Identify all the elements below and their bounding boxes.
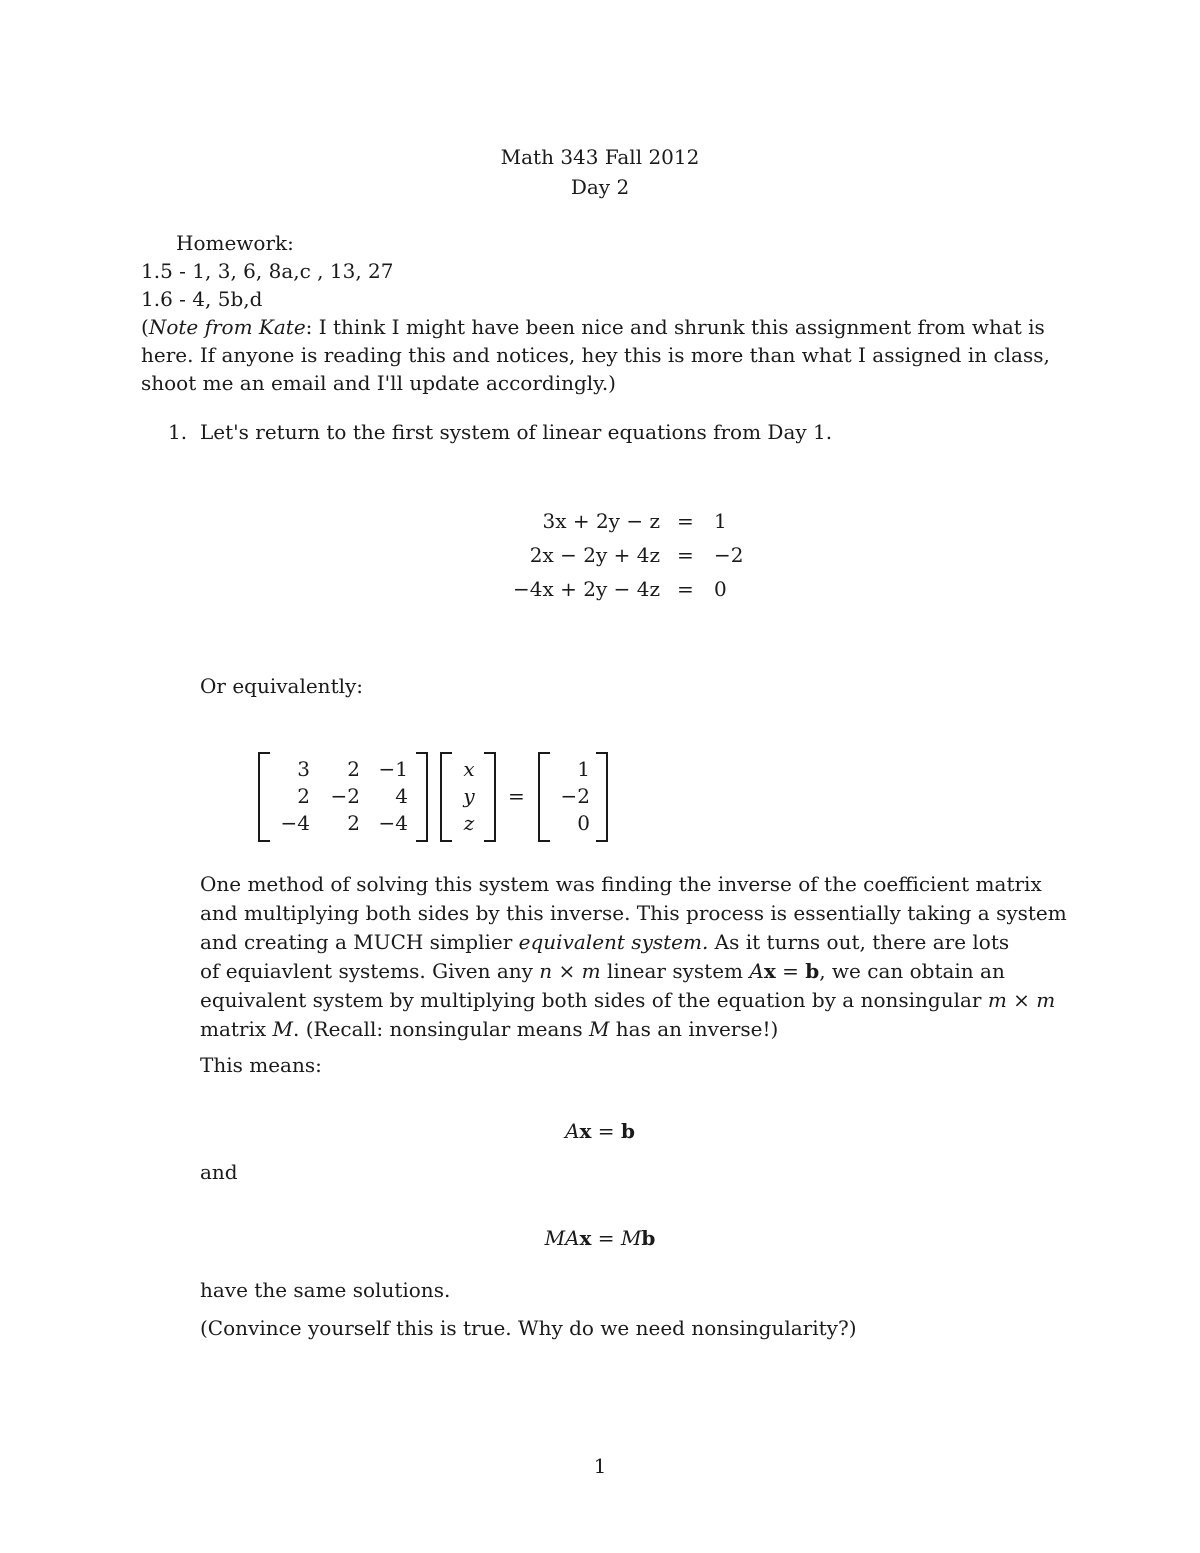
homework-line-2: 1.6 - 4, 5b,d: [141, 287, 263, 311]
equation-ax-b: Ax = b: [565, 1119, 635, 1143]
or-equivalently: Or equivalently:: [200, 674, 364, 698]
and-word: and: [200, 1160, 238, 1184]
problem-number: 1.: [168, 420, 188, 444]
matrix-equation: [258, 752, 618, 842]
right-bracket: [484, 752, 496, 842]
paragraph-line-4: of equiavlent systems. Given any n × m linear system Ax = b, we can obtain an: [200, 959, 1005, 983]
note-line-2: here. If anyone is reading this and notices, hey this is more than what I assigned in class,: [141, 343, 1050, 367]
day-title: Day 2: [570, 175, 630, 199]
problem-intro: Let's return to the first system of linear equations from Day 1.: [200, 420, 833, 444]
paragraph-line-2: and multiplying both sides by this inverse. This process is essentially taking a system: [200, 901, 1067, 925]
this-means: This means:: [200, 1053, 322, 1077]
equation-max-mb: MAx = Mb: [544, 1226, 656, 1250]
page-number: 1: [593, 1454, 607, 1478]
paragraph-line-3: and creating a MUCH simplier equivalent system. As it turns out, there are lots: [200, 930, 1010, 954]
equation-row: −4x + 2y − 4z: [513, 577, 660, 601]
equation-row: 3x + 2y − z: [542, 509, 660, 533]
note-line-1: (Note from Kate: I think I might have been nice and shrunk this assignment from what is: [141, 315, 1045, 339]
paragraph-line-6: matrix M. (Recall: nonsingular means M has an inverse!): [200, 1017, 779, 1041]
convince-note: (Convince yourself this is true. Why do we need nonsingularity?): [200, 1316, 857, 1340]
variable-vector: x y z: [440, 752, 496, 842]
coefficient-matrix: 3 2 −1 2 −2 4 −4 2 −4: [258, 752, 428, 842]
paragraph-line-1: One method of solving this system was finding the inverse of the coefficient matrix: [200, 872, 1042, 896]
constant-vector: 1 −2 0: [538, 752, 608, 842]
left-bracket: [258, 752, 270, 842]
left-bracket: [538, 752, 550, 842]
course-title: Math 343 Fall 2012: [500, 145, 700, 169]
matrix-equals: =: [508, 784, 525, 808]
same-solutions: have the same solutions.: [200, 1278, 451, 1302]
note-line-3: shoot me an email and I'll update accordingly.): [141, 371, 616, 395]
homework-label: Homework:: [176, 231, 294, 255]
paragraph-line-5: equivalent system by multiplying both sides of the equation by a nonsingular m × m: [200, 988, 1056, 1012]
homework-line-1: 1.5 - 1, 3, 6, 8a,c , 13, 27: [141, 259, 394, 283]
equation-row: 2x − 2y + 4z: [529, 543, 660, 567]
right-bracket: [416, 752, 428, 842]
left-bracket: [440, 752, 452, 842]
right-bracket: [596, 752, 608, 842]
equivalent-system-term: equivalent system.: [518, 930, 709, 954]
page: Math 343 Fall 2012 Day 2 Homework: 1.5 - 1, 3, 6, 8a,c , 13, 27 1.6 - 4, 5b,d (Note from Kate: I think I might have been nice and shrunk this assignment from what is here. If anyone is reading this and notices, hey this is more than what I assigned in class, shoot me an email and I'll update accordingly.) 1. Let's return to the first system of linear equations from Day 1. 3x + 2y − z = 1 2x − 2y + 4z = −2 −4x + 2y − 4z = 0 Or equivalently: 3 2 −1 2 −2 4 −4 2 −4 x y z = 1 −2 0 One method of solving this system was finding the inverse of the coefficient matrix and multiplying both sides by this inverse. This process is essentially taking a system and creating a MUCH simplier equivalent system. As it turns out, there are lots of equiavlent systems. Given any n × m linear system Ax = b, we can obtain an equivalent system by multiplying both sides of the equation by a nonsingular m × m matrix M. (Recall: nonsingular means M has an inverse!) This means: Ax = b and MAx = Mb have the same solutions. (Convince yourself this is true. Why do we need nonsingularity?) 1: [0, 0, 1200, 1553]
note-label: Note from Kate: [148, 315, 306, 339]
